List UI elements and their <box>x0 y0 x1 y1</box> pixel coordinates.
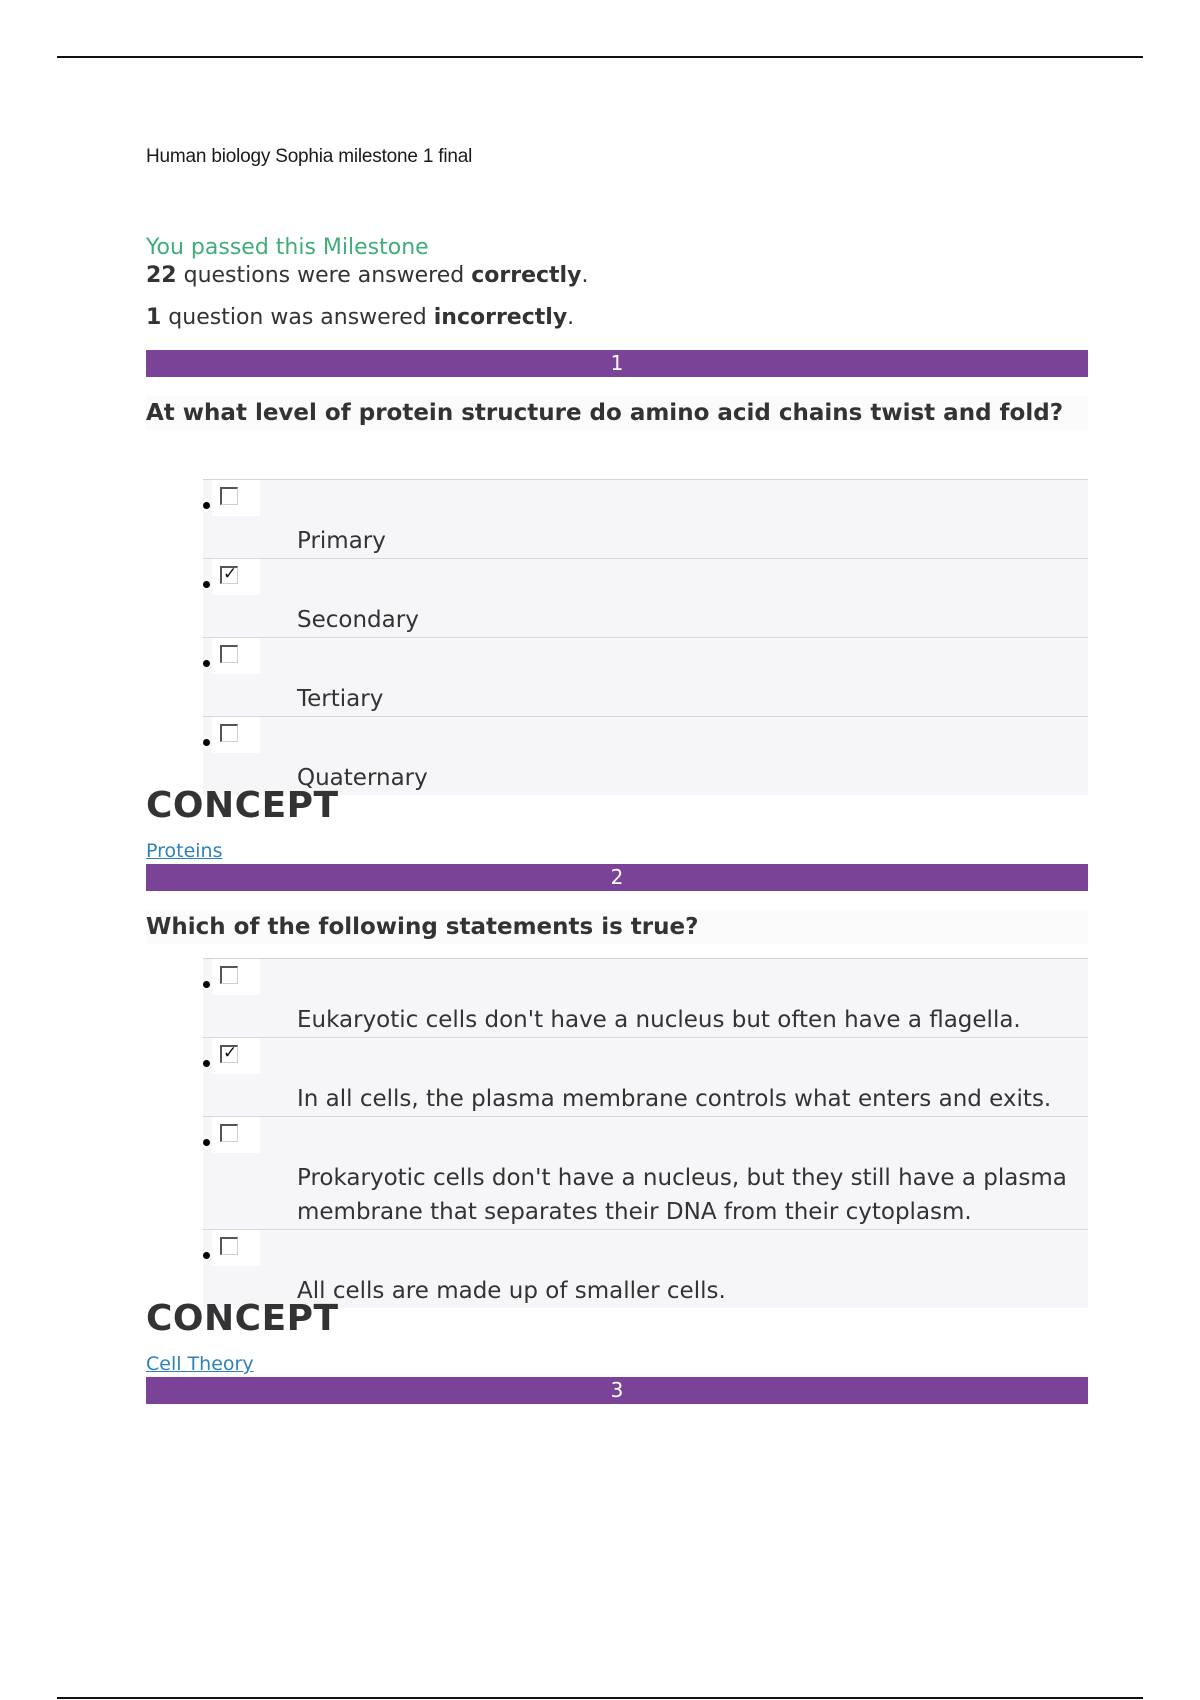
concept-link[interactable]: Proteins <box>146 840 223 862</box>
checkbox-unchecked-icon[interactable] <box>220 1237 238 1255</box>
answer-option[interactable] <box>203 1117 1088 1230</box>
bullet-icon <box>203 1060 210 1067</box>
answer-option[interactable] <box>203 480 1088 559</box>
answer-option-label: Tertiary <box>297 686 384 712</box>
answer-option-label: In all cells, the plasma membrane controls what enters and exits. <box>297 1086 1052 1112</box>
incorrect-summary <box>146 305 574 330</box>
answer-option[interactable] <box>203 1038 1088 1117</box>
answer-option-label: Prokaryotic cells don't have a nucleus, but they still have a plasma membrane that separates their DNA from their cytoplasm. <box>297 1165 1067 1225</box>
incorrect-period: . <box>567 305 575 330</box>
bullet-icon <box>203 660 210 667</box>
concept-heading: CONCEPT <box>146 1298 339 1339</box>
question-prompt: At what level of protein structure do amino acid chains twist and fold? <box>146 396 1088 430</box>
answer-option-label: Secondary <box>297 607 419 633</box>
correct-period: . <box>581 263 589 288</box>
bullet-icon <box>203 502 210 509</box>
footer-rule <box>57 1697 1143 1699</box>
bullet-icon <box>203 739 210 746</box>
bullet-icon <box>203 1252 210 1259</box>
question-number-bar: 1 <box>146 350 1088 377</box>
header-rule <box>57 56 1143 58</box>
bullet-icon <box>203 981 210 988</box>
correct-summary <box>146 263 588 288</box>
answer-option-label: Primary <box>297 528 386 554</box>
checkbox-unchecked-icon[interactable] <box>220 724 238 742</box>
checkbox-checked-icon[interactable]: ✓ <box>220 1045 238 1063</box>
answer-option[interactable] <box>203 638 1088 717</box>
checkbox-unchecked-icon[interactable] <box>220 645 238 663</box>
pass-message: You passed this Milestone <box>146 235 429 260</box>
answer-option-label: Eukaryotic cells don't have a nucleus but often have a flagella. <box>297 1007 1021 1033</box>
answer-option[interactable] <box>203 559 1088 638</box>
answer-option-label: All cells are made up of smaller cells. <box>297 1278 726 1304</box>
concept-heading: CONCEPT <box>146 785 339 826</box>
incorrect-count: 1 <box>146 305 162 330</box>
document-title: Human biology Sophia milestone 1 final <box>146 146 473 167</box>
correct-count: 22 <box>146 263 177 288</box>
answer-option[interactable] <box>203 717 1088 795</box>
answer-option-label: Quaternary <box>297 765 428 791</box>
checkbox-checked-icon[interactable]: ✓ <box>220 566 238 584</box>
checkbox-unchecked-icon[interactable] <box>220 487 238 505</box>
correct-summary-text: questions were answered <box>176 263 472 288</box>
question-prompt: Which of the following statements is true? <box>146 910 1088 944</box>
answer-options <box>203 958 1088 1308</box>
incorrect-word: incorrectly <box>433 305 568 330</box>
correct-word: correctly <box>471 263 582 288</box>
checkbox-unchecked-icon[interactable] <box>220 1124 238 1142</box>
question-number-bar: 3 <box>146 1377 1088 1404</box>
incorrect-summary-text: question was answered <box>161 305 434 330</box>
answer-option[interactable] <box>203 959 1088 1038</box>
bullet-icon <box>203 581 210 588</box>
answer-option[interactable] <box>203 1230 1088 1308</box>
bullet-icon <box>203 1139 210 1146</box>
concept-link[interactable]: Cell Theory <box>146 1353 254 1375</box>
question-number-bar: 2 <box>146 864 1088 891</box>
checkbox-unchecked-icon[interactable] <box>220 966 238 984</box>
answer-options <box>203 479 1088 795</box>
